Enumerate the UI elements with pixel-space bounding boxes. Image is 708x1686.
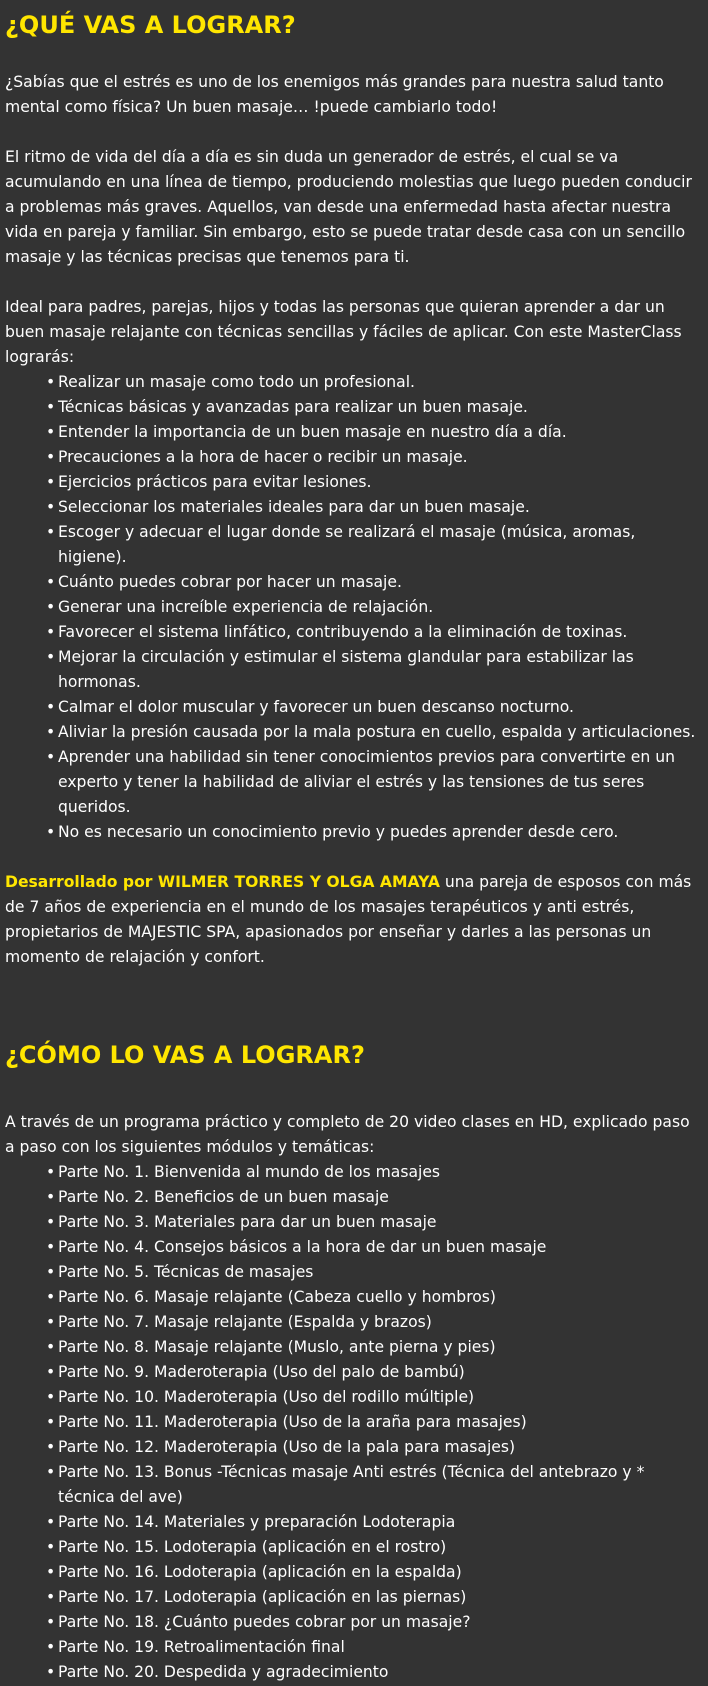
list-item: • Aprender una habilidad sin tener conocimientos previos para convertirte en un experto y tener la habilidad de aliviar el estrés y las tensiones de tus seres queridos. [58, 745, 704, 820]
list-item: • Cuánto puedes cobrar por hacer un masaje. [58, 570, 704, 595]
module-item: • Parte No. 13. Bonus -Técnicas masaje Anti estrés (Técnica del antebrazo y * técnica del ave) [58, 1460, 704, 1510]
list-item: • Calmar el dolor muscular y favorecer un buen descanso nocturno. [58, 695, 704, 720]
module-item: • Parte No. 3. Materiales para dar un buen masaje [58, 1210, 704, 1235]
authors-description: una pareja de esposos con más de 7 años de experiencia en el mundo de los masajes terapéuticos y anti estrés, propietarios de MAJESTIC SPA, apasionados por enseñar y darles a las personas un momento de relajación y confort. [5, 873, 692, 966]
stress-paragraph: El ritmo de vida del día a día es sin duda un generador de estrés, el cual se va acumulando en una línea de tiempo, produciendo molestias que luego pueden conducir a problemas más graves. Aquellos, van desde una enfermedad hasta afectar nuestra vida en pareja y familiar. Sin embargo, esto se puede tratar desde casa con un sencillo masaje y las técnicas precisas que tenemos para ti. [5, 148, 692, 266]
module-item: • Parte No. 2. Beneficios de un buen masaje [58, 1185, 704, 1210]
list-item: • Seleccionar los materiales ideales para dar un buen masaje. [58, 495, 704, 520]
modules-list [5, 1160, 704, 1685]
list-item: • Entender la importancia de un buen masaje en nuestro día a día. [58, 420, 704, 445]
list-item: • Realizar un masaje como todo un profesional. [58, 370, 704, 395]
module-item: • Parte No. 1. Bienvenida al mundo de los masajes [58, 1160, 704, 1185]
list-item: • Escoger y adecuar el lugar donde se realizará el masaje (música, aromas, higiene). [58, 520, 704, 570]
module-item: • Parte No. 16. Lodoterapia (aplicación en la espalda) [58, 1560, 704, 1585]
module-item: • Parte No. 8. Masaje relajante (Muslo, ante pierna y pies) [58, 1335, 704, 1360]
module-item: • Parte No. 18. ¿Cuánto puedes cobrar por un masaje? [58, 1610, 704, 1635]
list-item: • Ejercicios prácticos para evitar lesiones. [58, 470, 704, 495]
module-item: • Parte No. 4. Consejos básicos a la hora de dar un buen masaje [58, 1235, 704, 1260]
module-item: • Parte No. 11. Maderoterapia (Uso de la araña para masajes) [58, 1410, 704, 1435]
list-item: • Mejorar la circulación y estimular el sistema glandular para estabilizar las hormonas. [58, 645, 704, 695]
list-item: • No es necesario un conocimiento previo y puedes aprender desde cero. [58, 820, 704, 845]
section-title-como-lo-vas-a-lograr: ¿CÓMO LO VAS A LOGRAR? [5, 1041, 365, 1069]
program-intro-paragraph: A través de un programa práctico y completo de 20 video clases en HD, explicado paso a paso con los siguientes módulos y temáticas: [5, 1113, 690, 1156]
audience-paragraph: Ideal para padres, parejas, hijos y todas las personas que quieran aprender a dar un buen masaje relajante con técnicas sencillas y fáciles de aplicar. Con este MasterClass lograrás: [5, 298, 682, 366]
module-item: • Parte No. 6. Masaje relajante (Cabeza cuello y hombros) [58, 1285, 704, 1310]
list-item: • Favorecer el sistema linfático, contribuyendo a la eliminación de toxinas. [58, 620, 704, 645]
benefits-list [5, 370, 704, 845]
module-item: • Parte No. 12. Maderoterapia (Uso de la pala para masajes) [58, 1435, 704, 1460]
list-item: • Aliviar la presión causada por la mala postura en cuello, espalda y articulaciones. [58, 720, 704, 745]
module-item: • Parte No. 5. Técnicas de masajes [58, 1260, 704, 1285]
list-item: • Generar una increíble experiencia de relajación. [58, 595, 704, 620]
module-item: • Parte No. 19. Retroalimentación final [58, 1635, 704, 1660]
module-item: • Parte No. 9. Maderoterapia (Uso del palo de bambú) [58, 1360, 704, 1385]
module-item: • Parte No. 15. Lodoterapia (aplicación en el rostro) [58, 1535, 704, 1560]
list-item: • Precauciones a la hora de hacer o recibir un masaje. [58, 445, 704, 470]
module-item: • Parte No. 17. Lodoterapia (aplicación en las piernas) [58, 1585, 704, 1610]
module-item: • Parte No. 20. Despedida y agradecimiento [58, 1660, 704, 1685]
list-item: • Técnicas básicas y avanzadas para realizar un buen masaje. [58, 395, 704, 420]
module-item: • Parte No. 14. Materiales y preparación Lodoterapia [58, 1510, 704, 1535]
intro-paragraph: ¿Sabías que el estrés es uno de los enemigos más grandes para nuestra salud tanto mental como física? Un buen masaje… !puede cambiarlo todo! [5, 73, 664, 116]
authors-highlight: Desarrollado por WILMER TORRES Y OLGA AMAYA [5, 873, 440, 891]
authors-paragraph [5, 870, 704, 970]
section-title-que-vas-a-lograr: ¿QUÉ VAS A LOGRAR? [5, 11, 296, 39]
module-item: • Parte No. 7. Masaje relajante (Espalda y brazos) [58, 1310, 704, 1335]
module-item: • Parte No. 10. Maderoterapia (Uso del rodillo múltiple) [58, 1385, 704, 1410]
